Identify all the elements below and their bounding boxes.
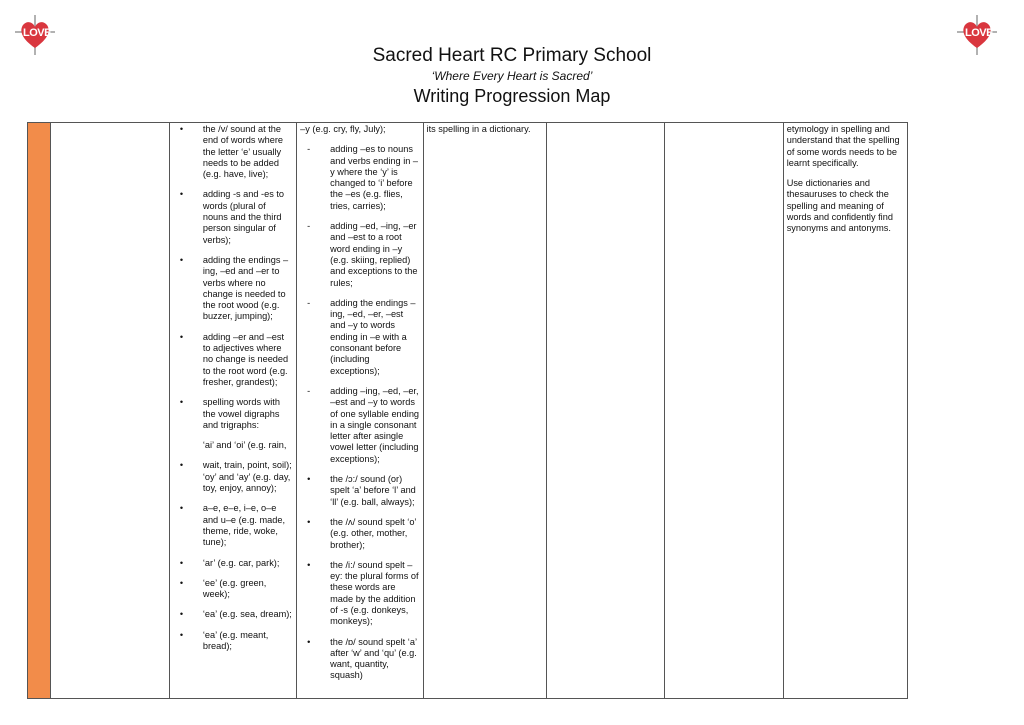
bullet-icon: •: [179, 460, 184, 471]
list-item-text: the /i:/ sound spelt –ey: the plural forms of these words are made by the addition of -s (e.g. donkeys, monkeys);: [330, 559, 419, 627]
list-item-text: ‘ai’ and ‘oi’ (e.g. rain,: [202, 440, 287, 451]
list-item-text: adding –es to nouns and verbs ending in –y where the ‘y’ is changed to ‘i’ before the –es (e.g. flies, tries, carries);: [330, 144, 419, 211]
col5-text: its spelling in a dictionary.: [426, 124, 531, 134]
bullet-icon: -: [307, 144, 311, 155]
bullet-icon: •: [179, 189, 184, 200]
col8-content: [784, 123, 907, 245]
bullet-icon: •: [307, 559, 311, 570]
list-item-text: the /ʌ/ sound spelt ‘o’ (e.g. other, mother, brother);: [330, 516, 417, 550]
list-item: [173, 460, 293, 494]
spelling-list-col4: [297, 123, 422, 692]
list-item: [173, 255, 293, 323]
logo-text: LOVE: [23, 27, 51, 39]
col8-paragraph-1: etymology in spelling and understand that the spelling of some words needs to be learnt specifically.: [786, 124, 900, 168]
list-item: [300, 298, 419, 377]
table-cell-col5: [423, 123, 546, 699]
list-item-text: the /ɔ:/ sound (or) spelt ‘a’ before ‘l’ and ‘ll’ (e.g. ball, always);: [330, 474, 416, 507]
list-item-text: ‘ea’ (e.g. meant, bread);: [202, 629, 269, 651]
logo-text: LOVE: [965, 27, 993, 39]
page-title: Writing Progression Map: [413, 86, 611, 106]
list-item: [173, 440, 293, 451]
list-item: [173, 578, 293, 601]
bullet-icon: •: [179, 503, 184, 514]
list-item: [173, 558, 293, 569]
list-item-text: ‘ar’ (e.g. car, park);: [202, 557, 280, 568]
table-cell-col4: [297, 123, 423, 699]
table-cell-col2: [51, 123, 169, 699]
page-header: [0, 44, 1024, 108]
list-item: [173, 609, 293, 620]
list-item: [300, 474, 419, 508]
bullet-icon: •: [179, 397, 184, 408]
list-item: [300, 637, 419, 682]
bullet-icon: -: [307, 385, 311, 396]
list-item: [300, 386, 419, 465]
list-item: [173, 397, 293, 431]
spelling-list-col3: [170, 123, 296, 662]
bullet-icon: •: [179, 629, 184, 640]
list-item: [173, 332, 293, 388]
bullet-icon: •: [307, 474, 311, 485]
list-item: [300, 144, 419, 212]
list-item-text: adding –ing, –ed, –er, –est and –y to words of one syllable ending in a single consonant letter after asingle vowel letter (including exceptions);: [330, 385, 420, 464]
bullet-icon: -: [307, 221, 311, 232]
list-item-text: the /v/ sound at the end of words where the letter ‘e’ usually needs to be added (e.g. have, live);: [202, 124, 284, 180]
table-cell-col8: [783, 123, 907, 699]
bullet-icon: •: [179, 124, 184, 134]
list-item: [173, 503, 293, 548]
col8-paragraph-2: Use dictionaries and thesauruses to check the spelling and meaning of words and confidently find synonyms and antonyms.: [786, 178, 893, 234]
list-item-text: –y (e.g. cry, fly, July);: [300, 124, 386, 134]
list-item: [173, 189, 293, 245]
bullet-icon: •: [179, 557, 184, 568]
progression-table: [27, 122, 1024, 699]
list-item: [173, 124, 293, 180]
school-name: Sacred Heart RC Primary School: [372, 45, 652, 66]
bullet-icon: •: [307, 636, 311, 647]
bullet-icon: -: [307, 297, 311, 308]
list-item-text: adding –er and –est to adjectives where no change is needed to the root word (e.g. fresher, grandest);: [202, 331, 289, 387]
bullet-icon: •: [179, 577, 184, 588]
row-header-cell: [28, 123, 51, 699]
bullet-icon: •: [179, 331, 184, 342]
list-item-text: adding -s and -es to words (plural of nouns and the third person singular of verbs);: [202, 189, 285, 245]
school-motto: ‘Where Every Heart is Sacred’: [431, 69, 593, 83]
list-item-text: the /ɒ/ sound spelt ‘a’ after ‘w’ and ‘qu’ (e.g. want, quantity, squash): [330, 636, 417, 681]
list-item: [300, 560, 419, 628]
list-item-text: wait, train, point, soil); ‘oy’ and ‘ay’ (e.g. day, toy, enjoy, annoy);: [202, 460, 292, 494]
list-item-text: ‘ee’ (e.g. green, week);: [202, 577, 267, 600]
list-item-text: a–e, e–e, i–e, o–e and u–e (e.g. made, theme, ride, woke, tune);: [202, 503, 286, 548]
list-item-text: spelling words with the vowel digraphs and trigraphs:: [202, 397, 280, 430]
list-item: [300, 221, 419, 289]
list-item-text: ‘ea’ (e.g. sea, dream);: [202, 609, 292, 620]
list-item-text: adding –ed, –ing, –er and –est to a root word ending in –y (e.g. skiing, replied) and exceptions to the rules;: [330, 221, 418, 288]
table-cell-col3: [169, 123, 296, 699]
bullet-icon: •: [179, 609, 184, 620]
list-item: [173, 630, 293, 653]
list-item-text: adding the endings –ing, –ed, –er, –est and –y to words ending in –e with a consonant before (including exceptions);: [330, 297, 416, 376]
table-cell-col6: [546, 123, 664, 699]
bullet-icon: •: [179, 254, 184, 265]
table-cell-col7: [665, 123, 783, 699]
list-item: [300, 517, 419, 551]
list-item: [300, 124, 419, 135]
bullet-icon: •: [307, 516, 311, 527]
list-item-text: adding the endings –ing, –ed and –er to verbs where no change is needed to the root wood (e.g. buzzer, jumping);: [202, 254, 289, 322]
